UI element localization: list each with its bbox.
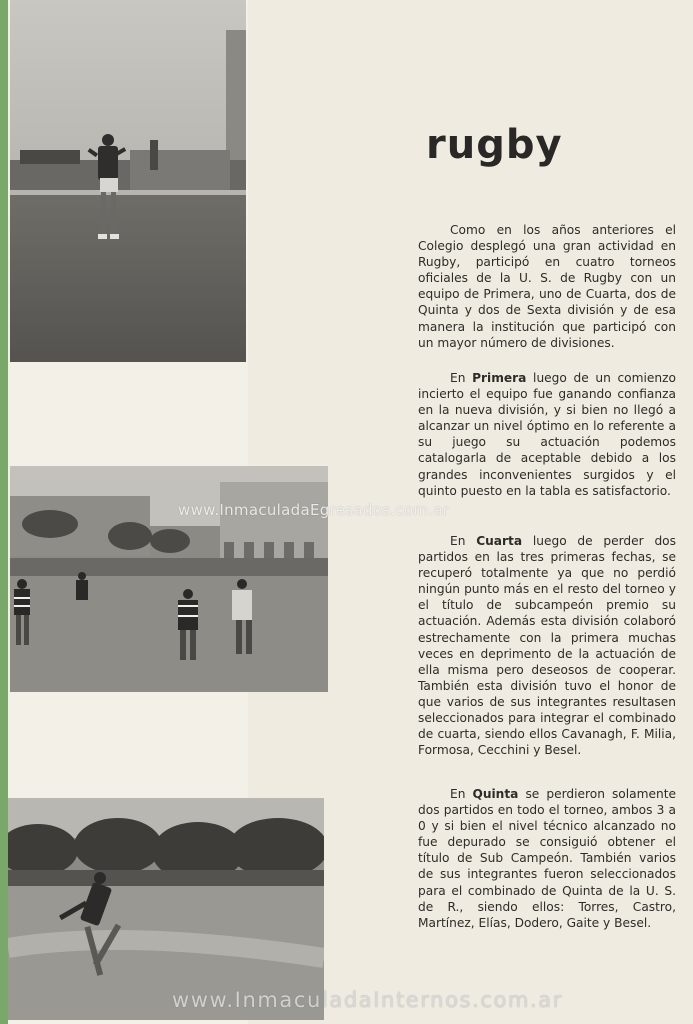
division-name-quinta: Quinta [472,787,519,801]
division-name-cuarta: Cuarta [476,534,523,548]
watermark-internos: www.InmaculadaInternos.com.ar [172,988,563,1012]
watermark-egresados: www.InmaculadaEgresados.com.ar [178,501,450,519]
photo-player-standing [10,0,246,362]
quinta-paragraph: En Quinta se perdieron solamente dos partidos en todo el torneo, ambos 3 a 0 y si bien el nivel técnico alcanzado no fue depurado se consiguió obtener el título de Sub Campeón. También varios de sus integrantes fueron seleccionados para el combinado de Quinta de la U. S. de R., siendo ellos: Torres, Castro, Martínez, Elías, Dodero, Gaite y Besel. [418,787,676,930]
section-title: rugby [426,122,563,168]
page-spine-edge [0,0,8,1024]
photo-match-in-progress [10,466,328,692]
photo-player-kicking [8,798,324,1020]
intro-paragraph [418,222,676,351]
cuarta-paragraph: En Cuarta luego de perder dos partidos en las tres primeras fechas, se recuperó totalmente ya que no perdió ningún punto más en el resto del torneo y el título de subcampeón premio su actuación. Además esta división colaboró estrechamente con la primera muchas veces en deprimento de la actuación de ella misma pero deseosos de cooperar. También esta división tuvo el honor de que varios de sus integrantes resultasen seleccionados para integrar el combinado de cuarta, siendo ellos Cavanagh, F. Milia, Formosa, Cecchini y Besel. [418,534,676,758]
intro-text: Como en los años anteriores el Colegio desplegó una gran actividad en Rugby, participó en cuatro torneos oficiales de la U. S. de Rugby con un equipo de Primera, uno de Cuarta, dos de Quinta y dos de Sexta división y de esa manera la institución que participó con un mayor número de divisiones. [418,223,676,350]
primera-paragraph: En Primera luego de un comienzo incierto el equipo fue ganando confianza en la nueva división, y si bien no llegó a alcanzar un nivel óptimo en lo referente a su juego su actuación podemos catalogarla de aceptable debido a los grandes inconvenientes surgidos y el quinto puesto en la tabla es satisfactorio. [418,371,676,498]
division-name-primera: Primera [472,371,527,385]
